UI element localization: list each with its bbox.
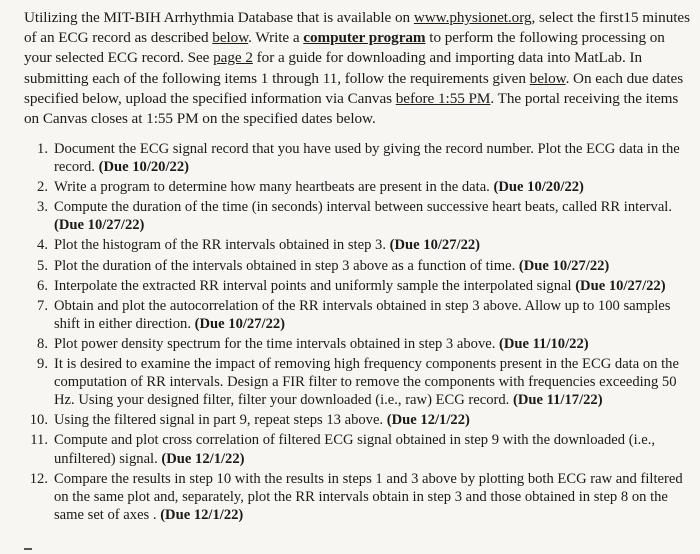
- task-text: Plot the histogram of the RR intervals obtained in step 3.: [54, 237, 386, 254]
- task-due-date: (Due 10/27/22): [389, 237, 481, 254]
- task-number: 10 .: [24, 411, 48, 429]
- task-text: Document the ECG signal record that you have used by giving the record number. Plot the ECG data in the record.: [54, 141, 680, 176]
- task-due-date: (Due 12/1/22): [386, 412, 470, 429]
- intro-text-segment: to perform the following processing on your selected ECG record. See: [24, 29, 665, 67]
- intro-text-segment: . Write a: [248, 29, 304, 47]
- task-text: Using the filtered signal in part 9, repeat steps 13 above.: [54, 412, 384, 429]
- task-number: 12 .: [24, 470, 48, 488]
- task-due-date: (Due 11/17/22): [513, 392, 603, 409]
- intro-text: [24, 8, 690, 129]
- task-number: 11 .: [24, 431, 48, 449]
- link-text[interactable]: below: [529, 69, 566, 87]
- intro-text-segment: . On each due dates specified below, upload the specified information via Canvas: [24, 69, 684, 107]
- task-number: 5 .: [24, 257, 48, 275]
- task-item: [24, 297, 688, 333]
- task-item: [24, 257, 688, 275]
- task-number: 6 .: [24, 277, 48, 295]
- link-text[interactable]: before 1:55 PM: [395, 89, 491, 107]
- task-list: [24, 140, 688, 526]
- link-text[interactable]: page 2: [213, 49, 253, 67]
- task-item: [24, 198, 688, 234]
- task-item: [24, 236, 688, 254]
- task-item: [24, 277, 688, 295]
- task-due-date: (Due 10/20/22): [493, 179, 584, 196]
- task-item: [24, 140, 688, 176]
- task-text: Compute and plot cross correlation of filtered ECG signal obtained in step 9 with the downloaded (i.e., unfiltered) signal.: [54, 432, 656, 467]
- task-item: [24, 355, 688, 409]
- intro-text-segment: . The portal receiving the items on Canvas closes at 1:55 PM on the specified dates below.: [24, 89, 679, 128]
- intro-paragraph: [24, 8, 690, 129]
- task-text: Compare the results in step 10 with the results in steps 1 and 3 above by plotting both ECG raw and filtered on the same plot and, separately, plot the RR intervals obtain in step 3 and those obtained in step 8 on the same set of axes .: [54, 470, 683, 523]
- emphasis-text: computer program: [303, 29, 426, 47]
- task-due-date: (Due 12/1/22): [160, 506, 244, 523]
- task-item: [24, 431, 688, 467]
- task-item: [24, 470, 688, 524]
- task-item: [24, 411, 688, 429]
- task-number: 7 .: [24, 297, 48, 315]
- task-text: Plot the duration of the intervals obtained in step 3 above as a function of time.: [54, 257, 516, 274]
- task-number: 9 .: [24, 355, 48, 373]
- task-number: 8 .: [24, 335, 48, 353]
- task-item: [24, 178, 688, 196]
- task-due-date: (Due 10/20/22): [98, 159, 189, 176]
- task-text: Plot power density spectrum for the time intervals obtained in step 3 above.: [54, 335, 496, 352]
- cropped-next-line: [24, 548, 32, 554]
- intro-text-segment: for a guide for downloading and importing data into MatLab. In submitting each of the following items 1 through 11, follow the requirements given: [24, 49, 642, 87]
- task-text: It is desired to examine the impact of removing high frequency components present in the ECG data on the computation of RR intervals. Design a FIR filter to remove the components with frequencies exceeding 50 Hz. Using your designed filter, filter your downloaded (i.e., raw) ECG record.: [54, 356, 679, 409]
- task-text: Write a program to determine how many heartbeats are present in the data.: [54, 179, 490, 196]
- task-text: Interpolate the extracted RR interval points and uniformly sample the interpolated signal: [54, 277, 572, 294]
- task-due-date: (Due 10/27/22): [194, 315, 286, 332]
- task-number: 2 .: [24, 178, 48, 196]
- link-text[interactable]: www.physionet.org: [413, 9, 532, 26]
- task-due-date: (Due 10/27/22): [54, 217, 145, 234]
- task-item: [24, 335, 688, 353]
- task-due-date: (Due 10/27/22): [575, 277, 666, 294]
- intro-text-segment: Utilizing the MIT-BIH Arrhythmia Database that is available on: [24, 9, 414, 26]
- task-number: 3 .: [24, 198, 48, 216]
- link-text[interactable]: below: [212, 29, 249, 47]
- intro-text-segment: , select the first15 minutes of an ECG record as described: [24, 9, 690, 47]
- task-text: Compute the duration of the time (in seconds) interval between successive heart beats, called RR interval.: [54, 199, 673, 216]
- task-number: 4 .: [24, 236, 48, 254]
- task-due-date: (Due 10/27/22): [518, 257, 610, 274]
- task-due-date: (Due 11/10/22): [499, 335, 589, 352]
- task-due-date: (Due 12/1/22): [161, 450, 245, 467]
- task-number: 1 .: [24, 140, 48, 158]
- task-text: Obtain and plot the autocorrelation of the RR intervals obtained in step 3 above. Allow up to 100 samples shift in either direction.: [54, 297, 671, 332]
